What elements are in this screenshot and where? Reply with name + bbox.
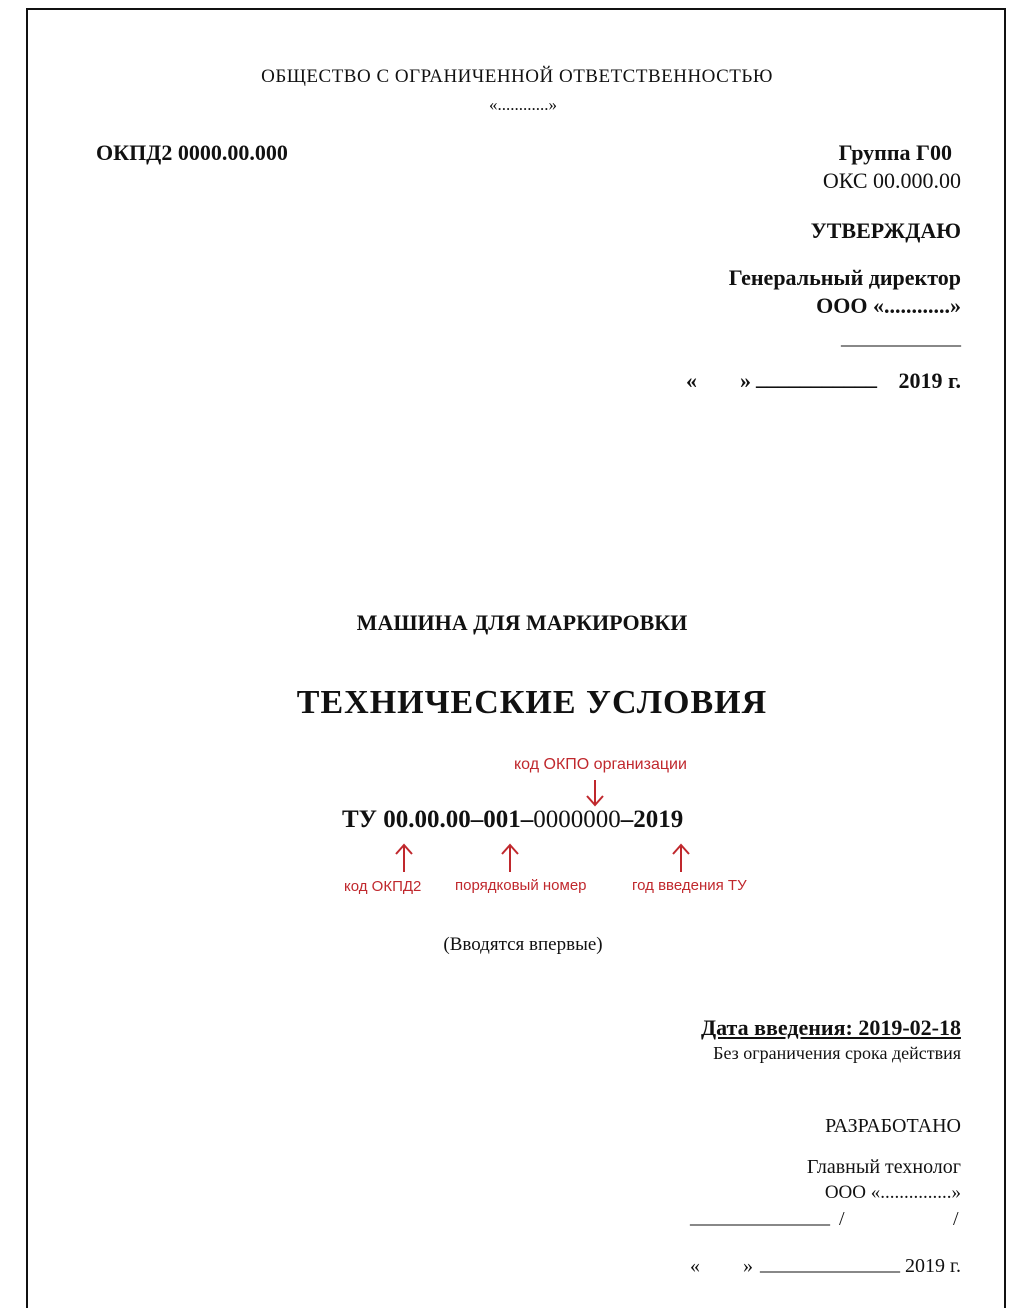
tu-year: –2019 (620, 806, 684, 833)
approval-year: 2019 г. (898, 368, 961, 393)
approve-heading: УТВЕРЖДАЮ (810, 218, 961, 243)
annotation-serial: порядковый номер (455, 877, 587, 894)
signature-slash: / (839, 1208, 845, 1230)
annotation-okpo: код ОКПО организации (514, 756, 687, 773)
oks-code: ОКС 00.000.00 (822, 168, 961, 193)
developer-date-open-quote: « (690, 1255, 700, 1277)
developed-label: РАЗРАБОТАНО (825, 1115, 961, 1137)
arrow-up-icon (670, 842, 692, 874)
arrow-down-icon (584, 778, 606, 808)
developer-date-blank: ______________ (760, 1253, 900, 1275)
developer-date-close-quote: » (743, 1255, 753, 1277)
group-code: Группа Г00 (838, 140, 952, 165)
validity-term: Без ограничения срока действия (713, 1043, 961, 1063)
developer-signature-line: ______________ (690, 1206, 830, 1228)
okpd2-code: ОКПД2 0000.00.000 (96, 140, 288, 165)
approver-signature-line: ____________ (841, 327, 961, 349)
signature-slash: / (953, 1208, 959, 1230)
developer-year: 2019 г. (905, 1255, 961, 1277)
tu-okpo-code: 0000000 (533, 806, 621, 833)
annotation-year: год введения ТУ (632, 877, 747, 894)
annotation-okpd2: код ОКПД2 (344, 878, 422, 895)
tu-prefix: ТУ 00.00.00–001– (342, 806, 534, 833)
org-name: «............» (489, 95, 557, 114)
product-name: МАШИНА ДЛЯ МАРКИРОВКИ (356, 610, 688, 635)
arrow-up-icon (393, 842, 415, 874)
introduction-date: Дата введения: 2019-02-18 (700, 1015, 961, 1040)
approver-position: Генеральный директор (728, 265, 961, 290)
developer-position: Главный технолог (806, 1156, 961, 1178)
tu-designation (342, 806, 683, 834)
developer-company: ООО «...............» (824, 1182, 961, 1203)
arrow-up-icon (499, 842, 521, 874)
approval-date-blank: ___________ (756, 365, 877, 390)
approver-company: ООО «............» (816, 293, 961, 318)
approval-date-open-quote: « (686, 368, 697, 393)
document-page (26, 8, 1006, 1308)
first-introduction-note: (Вводятся впервые) (443, 934, 603, 955)
document-type: ТЕХНИЧЕСКИЕ УСЛОВИЯ (296, 684, 768, 721)
org-type-line: ОБЩЕСТВО С ОГРАНИЧЕННОЙ ОТВЕТСТВЕННОСТЬЮ (261, 66, 773, 87)
approval-date-close-quote: » (740, 368, 751, 393)
